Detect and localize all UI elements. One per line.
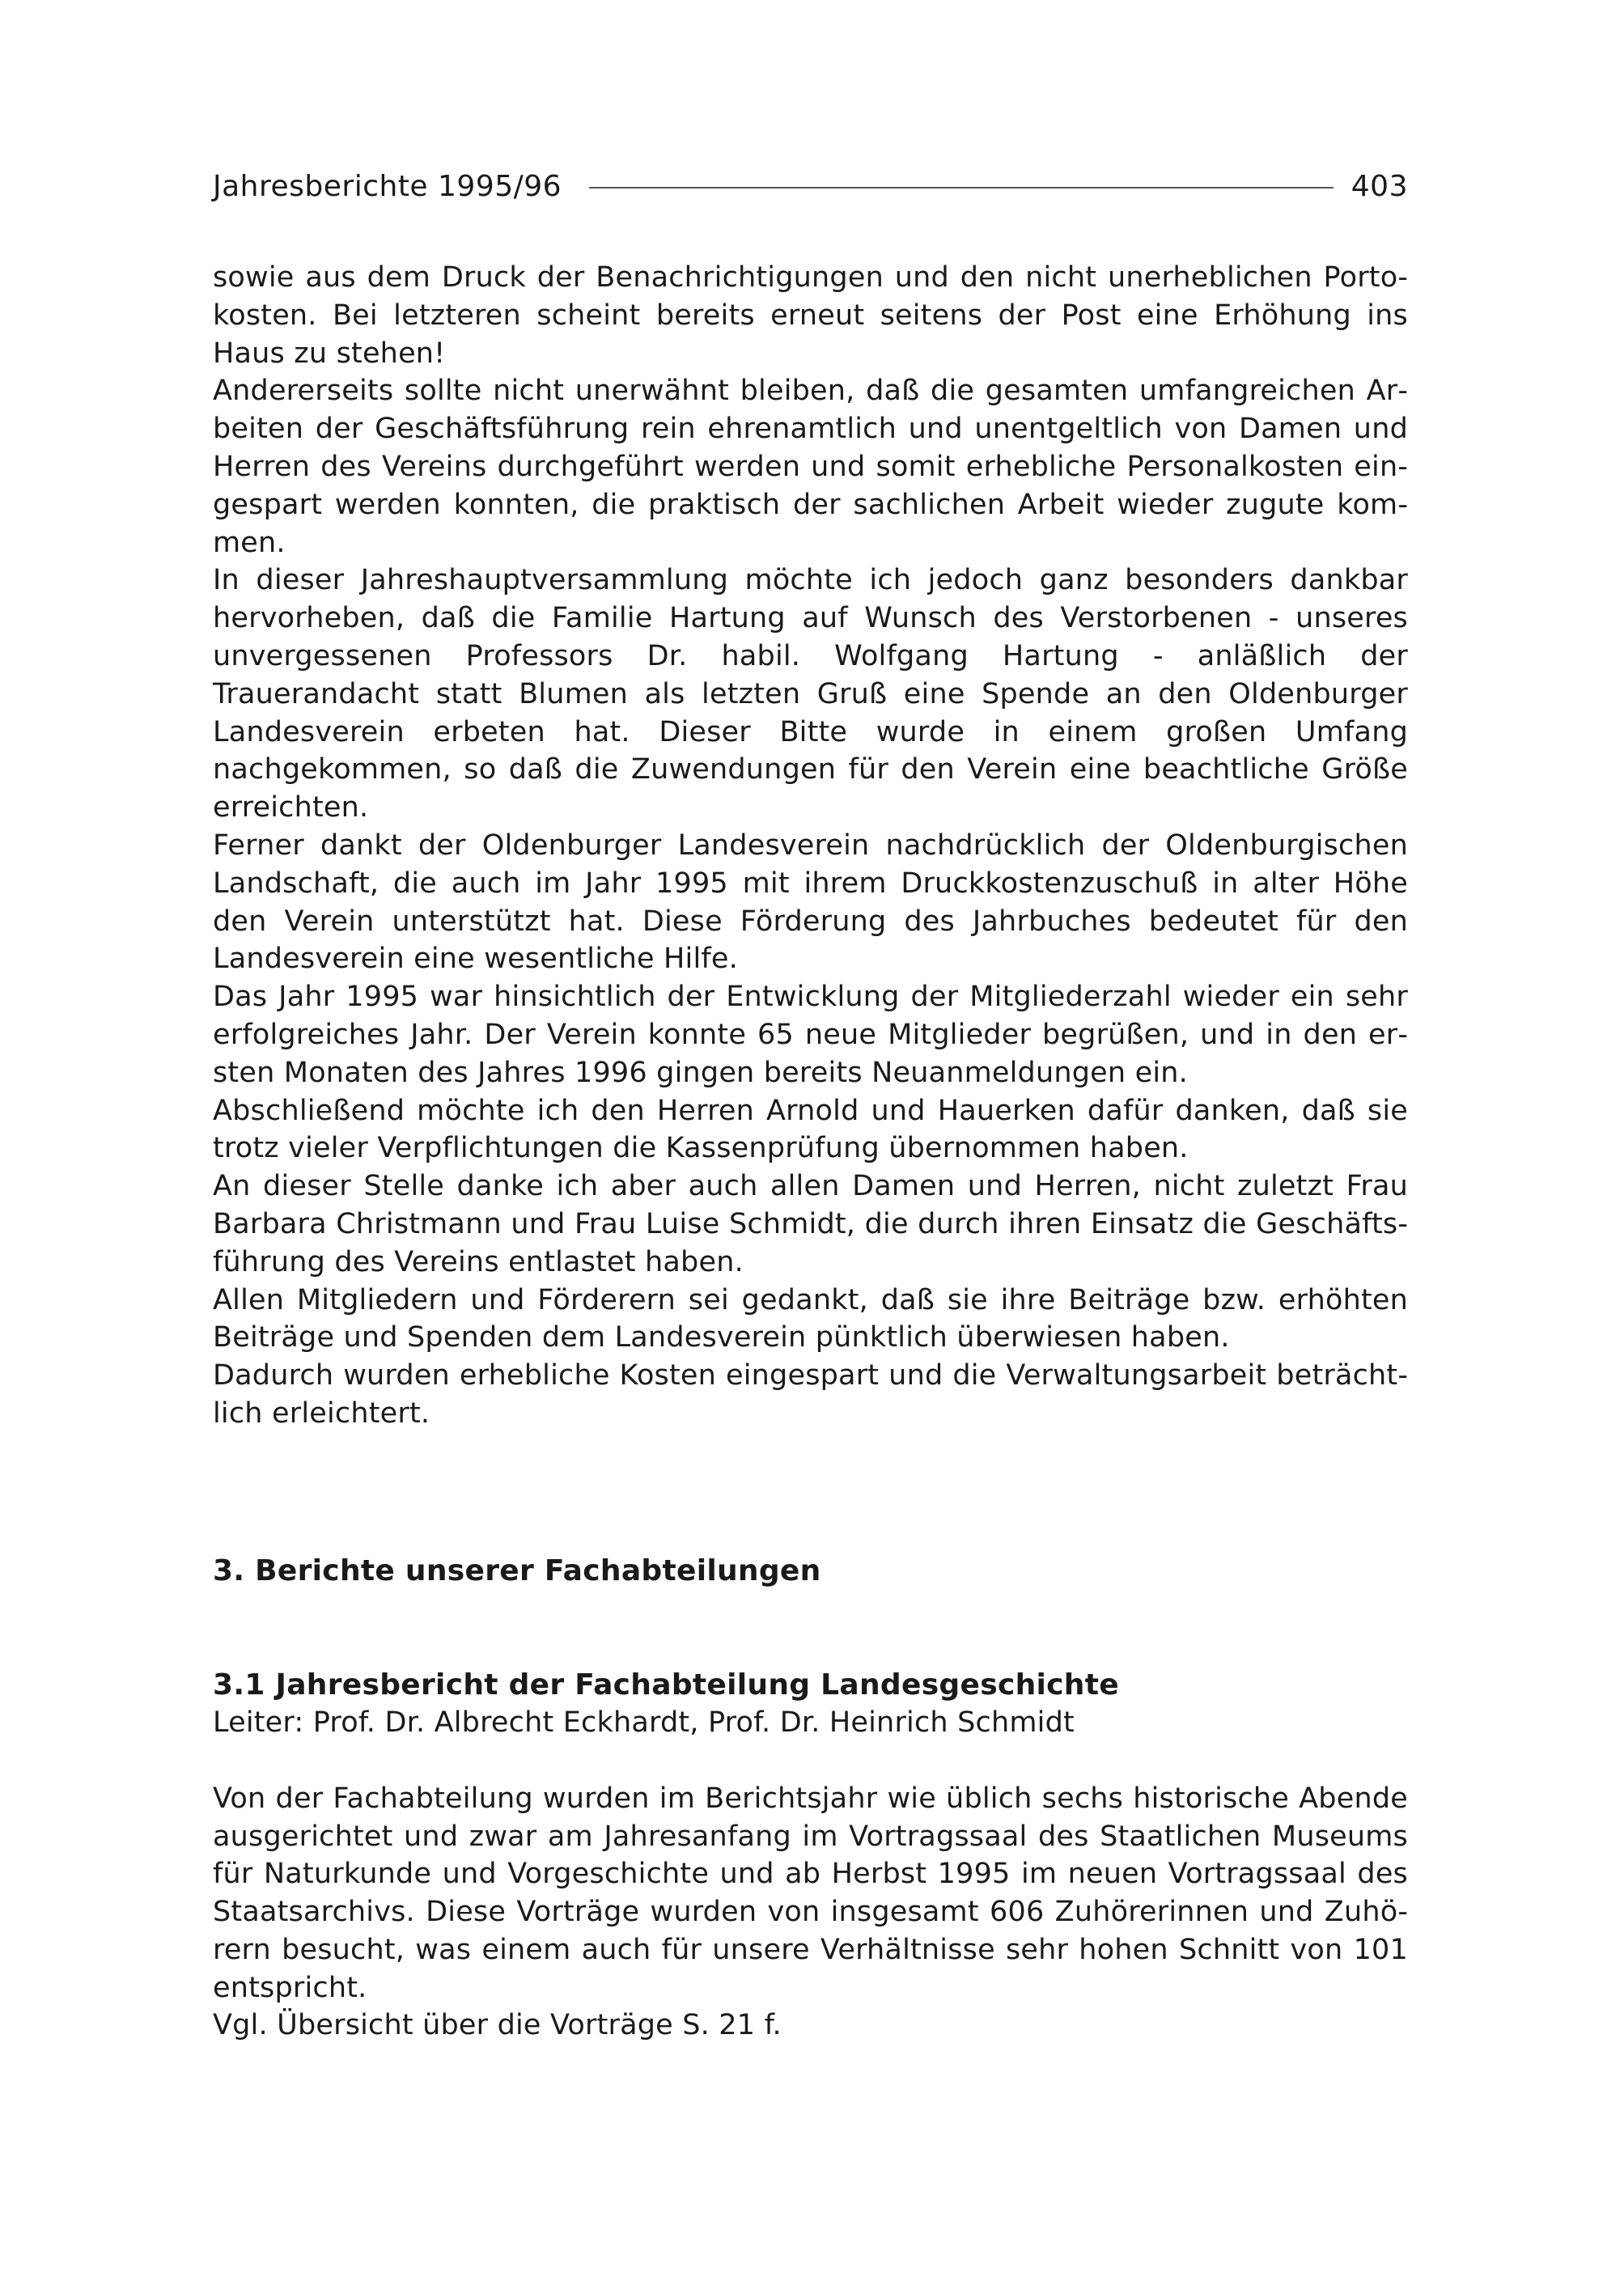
paragraph-hartung-donation: In dieser Jahreshauptversammlung möchte ich jedoch ganz besonders dankbar hervorheben, daß die Familie Hartung auf Wunsch des Verstorbenen - unseres unvergessenen Professors Dr. habil. Wolfgang Hartung - anläßlich der Trauerandacht statt Blumen als letzten Gruß eine Spende an den Oldenburger Landesverein erbeten hat. Dieser Bitte wurde in einem großen Umfang nachgekommen, so daß die Zuwendungen für den Verein eine beachtliche Größe erreichten. [213,564,1408,824]
paragraph-cost-savings: Dadurch wurden erhebliche Kosten eingespart und die Verwaltungsarbeit beträchtlich erleichtert. [213,1359,1408,1430]
paragraph-historical-evenings: Von der Fachabteilung wurden im Berichtsjahr wie üblich sechs historische Abende ausgerichtet und zwar am Jahresanfang im Vortragssaal des Staatlichen Museums für Naturkunde und Vorgeschichte und ab Herbst 1995 im neuen Vortragssaal des Staatsarchivs. Diese Vorträge wurden von insgesamt 606 Zuhörerinnen und Zuhörern besucht, was einem auch für unsere Verhältnisse sehr hohen Schnitt von 101 entspricht. [213,1782,1408,2004]
paragraph-volunteer-work: Andererseits sollte nicht unerwähnt bleiben, daß die gesamten umfangreichen Arbeiten der Geschäftsführung rein ehrenamtlich und unentgeltlich von Damen und Herren des Vereins durchgeführt werden und somit erhebliche Personalkosten eingespart werden konnten, die praktisch der sachlichen Arbeit wieder zugute kommen. [213,375,1408,559]
subsection-heading: 3.1 Jahresbericht der Fachabteilung Landesgeschichte [213,1668,1119,1702]
page-number: 403 [1351,169,1408,203]
paragraph-postage-costs: sowie aus dem Druck der Benachrichtigungen und den nicht unerheblichen Portokosten. Bei letzteren scheint bereits erneut seitens der Post eine Erhöhung ins Haus zu stehen! [213,261,1408,370]
paragraph-member-thanks: Allen Mitgliedern und Förderern sei gedankt, daß sie ihre Beiträge bzw. erhöhten Beiträge und Spenden dem Landesverein pünktlich überwiesen haben. [213,1283,1408,1354]
paragraph-staff-thanks: An dieser Stelle danke ich aber auch allen Damen und Herren, nicht zuletzt Frau Barbara Christmann und Frau Luise Schmidt, die durch ihren Einsatz die Geschäftsführung des Vereins entlastet haben. [213,1170,1408,1278]
paragraph-membership: Das Jahr 1995 war hinsichtlich der Entwicklung der Mitgliederzahl wieder ein sehr erfolgreiches Jahr. Der Verein konnte 65 neue Mitglieder begrüßen, und in den ersten Monaten des Jahres 1996 gingen bereits Neuanmeldungen ein. [213,981,1408,1089]
subsection-leaders: Leiter: Prof. Dr. Albrecht Eckhardt, Prof. Dr. Heinrich Schmidt [213,1706,1075,1739]
section-heading: 3. Berichte unserer Fachabteilungen [213,1553,821,1587]
paragraph-landschaft-thanks: Ferner dankt der Oldenburger Landesverein nachdrücklich der Oldenburgischen Landschaft, die auch im Jahr 1995 mit ihrem Druckkostenzuschuß in alter Höhe den Verein unterstützt hat. Diese Förderung des Jahrbuches bedeutet für den Landesverein eine wesentliche Hilfe. [213,829,1408,976]
header-rule [589,187,1334,189]
running-header-title: Jahresberichte 1995/96 [213,169,562,203]
body-text [213,259,1408,2045]
paragraph-lecture-overview: Vgl. Übersicht über die Vorträge S. 21 f. [213,2009,782,2042]
paragraph-auditors: Abschließend möchte ich den Herren Arnold und Hauerken dafür danken, daß sie trotz vieler Verpflichtungen die Kassenprüfung übernommen haben. [213,1094,1408,1165]
running-header [213,166,1408,206]
